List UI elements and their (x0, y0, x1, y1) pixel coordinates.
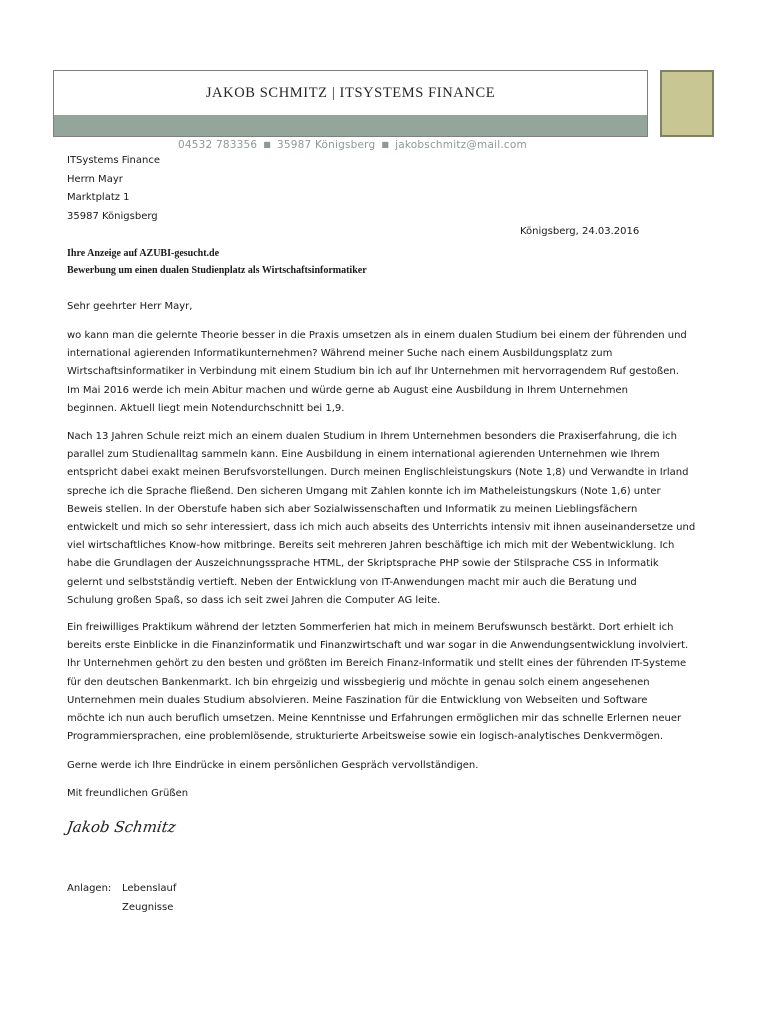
paragraph-line: viel wirtschaftliches Know-how mitbringe. Bereits seit mehreren Jahren beschäftige ich mich mit der Webentwicklung. Ich (67, 540, 675, 552)
paragraph-line: habe die Grundlagen der Auszeichnungssprache HTML, der Skriptsprache PHP sowie der Stilsprache CSS in Informatik (67, 558, 659, 570)
recipient-name: Herrn Mayr (67, 173, 123, 185)
letterhead-box (53, 70, 648, 137)
closing-text: Mit freundlichen Grüßen (67, 788, 189, 799)
attachments-label: Anlagen: (67, 883, 112, 894)
contact-email: jakobschmitz@mail.com (395, 139, 527, 151)
paragraph-4 (67, 757, 703, 775)
attachments (67, 880, 176, 917)
contact-line (178, 139, 527, 151)
recipient-company: ITSystems Finance (67, 155, 160, 166)
attachment-item: Zeugnisse (122, 901, 174, 913)
paragraph-line: parallel zum Studienalltag sammeln kann. Eine Ausbildung in einem international agierenden Unternehmen wie Ihrem (67, 449, 660, 461)
paragraph-1 (67, 327, 703, 418)
salutation (67, 298, 703, 316)
subject-line: Bewerbung um einen dualen Studienplatz als Wirtschaftsinformatiker (67, 264, 367, 276)
paragraph-line: international agierenden Informatikunternehmen? Während meiner Suche nach einem Ausbildungsplatz zum (67, 348, 613, 360)
contact-phone: 04532 783356 (178, 139, 258, 151)
subject-line: Ihre Anzeige auf AZUBI-gesucht.de (67, 248, 220, 259)
paragraph-line: entwickelt und mich so sehr interessiert, dass ich mich auch abseits des Unterrichts intensiv mit ihnen auseinandersetze und (67, 521, 696, 533)
paragraph-2 (67, 428, 703, 610)
paragraph-line: bereits erste Einblicke in die Finanzinformatik und Finanzwirtschaft und war sogar in die Anwendungsentwicklung involviert. (67, 640, 689, 652)
salutation-text: Sehr geehrter Herr Mayr, (67, 301, 193, 312)
paragraph-line: Gerne werde ich Ihre Eindrücke in einem persönlichen Gespräch vervollständigen. (67, 760, 479, 771)
closing (67, 785, 703, 803)
paragraph-line: wo kann man die gelernte Theorie besser in die Praxis umsetzen als in einem dualen Studium bei einem der führenden und (67, 330, 687, 341)
paragraph-line: Wirtschaftsinformatiker in Verbindung mit einem Studium bin ich auf Ihr Unternehmen mit hervorragendem Ruf gestoßen. (67, 366, 679, 378)
subject (67, 246, 367, 279)
letter-date: Königsberg, 24.03.2016 (520, 226, 640, 237)
signature: Jakob Schmitz (65, 818, 178, 836)
paragraph-line: Unternehmen mein duales Studium absolvieren. Meine Faszination für die Entwicklung von Webseiten und Software (67, 694, 648, 706)
letterhead-title: JAKOB SCHMITZ | ITSYSTEMS FINANCE (205, 85, 496, 101)
paragraph-line: spreche ich die Sprache fließend. Den sicheren Umgang mit Zahlen konnte ich im Matheleistungskurs (Note 1,6) unter (67, 485, 661, 497)
paragraph-line: entspricht dabei exakt meinen Berufsvorstellungen. Durch meinen Englischleistungskurs (Note 1,8) und Verwandte in Irland (67, 467, 689, 479)
paragraph-line: gelernt und selbstständig vertieft. Neben der Entwicklung von IT-Anwendungen macht mir auch die Beratung und (67, 576, 637, 588)
letterhead-band (54, 115, 647, 136)
contact-separator: ■ (381, 140, 390, 149)
paragraph-line: für den deutschen Bankenmarkt. Ich bin ehrgeizig und wissbegierig und möchte in genau solch einem angesehenen (67, 676, 650, 688)
recipient-address (67, 152, 160, 227)
recipient-street: Marktplatz 1 (67, 192, 130, 204)
contact-city: 35987 Königsberg (277, 139, 376, 151)
paragraph-line: Ein freiwilliges Praktikum während der letzten Sommerferien hat mich in meinem Berufswunsch bestärkt. Dort erhielt ich (67, 622, 674, 633)
attachment-item: Lebenslauf (122, 883, 177, 894)
paragraph-3 (67, 619, 703, 746)
paragraph-line: möchte ich nun auch beruflich umsetzen. Meine Kenntnisse und Erfahrungen ermöglichen mir das schnelle Erlernen neuer (67, 712, 682, 724)
paragraph-line: Beweis stellen. In der Oberstufe haben sich aber Sozialwissenschaften und Informatik zu meinen Lieblingsfächern (67, 503, 638, 515)
accent-square (660, 70, 714, 137)
paragraph-line: Programmiersprachen, eine problemlösende, strukturierte Arbeitsweise sowie ein logisch-analytisches Denkvermögen. (67, 731, 664, 743)
paragraph-line: Nach 13 Jahren Schule reizt mich an einem dualen Studium in Ihrem Unternehmen besonders die Praxiserfahrung, die ich (67, 431, 677, 442)
paragraph-line: Ihr Unternehmen gehört zu den besten und größten im Bereich Finanz-Informatik und stellt eines der führenden IT-Systeme (67, 658, 687, 670)
contact-separator: ■ (263, 140, 271, 149)
paragraph-line: Im Mai 2016 werde ich mein Abitur machen und würde gerne ab August eine Ausbildung in Ihrem Unternehmen (67, 384, 629, 396)
paragraph-line: Schulung großen Spaß, so dass ich seit zwei Jahren die Computer AG leite. (67, 594, 441, 606)
recipient-city: 35987 Königsberg (67, 211, 158, 223)
paragraph-line: beginnen. Aktuell liegt mein Notendurchschnitt bei 1,9. (67, 402, 345, 414)
